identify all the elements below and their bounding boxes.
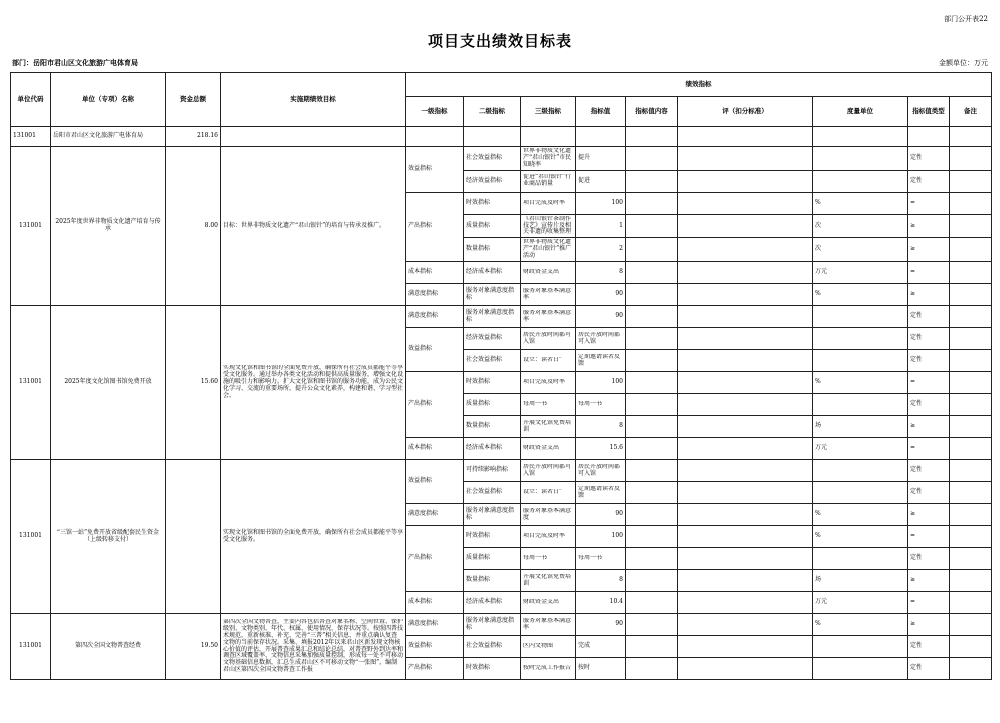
value-type: 定性 xyxy=(908,350,950,372)
level2-indicator: 服务对象满意度指标 xyxy=(464,614,521,636)
indicator-value: 8 xyxy=(576,570,626,592)
level1-indicator: 效益指标 xyxy=(406,328,464,372)
measure-unit xyxy=(813,328,908,350)
level3-indicator: 财政资金支出 xyxy=(523,445,560,452)
value-type: 定性 xyxy=(908,482,950,504)
measure-unit xyxy=(813,394,908,416)
table-row xyxy=(11,614,992,636)
indicator-value: 每周一书 xyxy=(578,555,603,562)
goal-text: 第四次全国文物普查，主要内容包括普查对象名称、空间位置、保护级别、文物类别、年代、权属、使用情况、保存状况等。按照四普技术规范，重新核准、补充、完善“三普”相关信息，并重点确认复查文物的当前保存状况。采集、填报2012年以来君山区新发现文物核心价值的评估，开展普查成果汇总和结论总结，对普查野外到达率和调查区域覆盖率、文物信息采集加强质量控制，形成每一处不可移动文物基础信息数据，汇总生成君山区不可移动文物“一张图”，编制君山区第四次全国文物普查工作报 xyxy=(223,618,403,674)
level3-indicator: 世界非物质文化遗产“君山银针”推广活动 xyxy=(523,239,572,260)
level3-indicator: 开展文化馆免费培训 xyxy=(523,573,572,587)
project-name: 2025年度文化馆图书馆免费开放 xyxy=(51,306,166,460)
total-funds: 8.00 xyxy=(166,147,221,306)
header-level3: 三级指标 xyxy=(521,97,576,127)
value-type: 定性 xyxy=(908,460,950,482)
measure-unit: 万元 xyxy=(813,438,908,460)
indicator-value: 90 xyxy=(576,504,626,526)
value-type: 定性 xyxy=(908,170,950,192)
indicator-value: 每周一书 xyxy=(578,401,603,408)
level3-indicator: 项目完成及时率 xyxy=(523,199,566,206)
header-unit-code: 单位代码 xyxy=(11,73,51,127)
value-type: = xyxy=(908,372,950,394)
level3-indicator: 财政资金支出 xyxy=(523,599,560,606)
value-type: = xyxy=(908,192,950,214)
level1-indicator: 满意度指标 xyxy=(406,614,464,636)
level3-indicator: 《君山银针茶制作技艺》宣传片及相关非遗的收集整理 xyxy=(523,215,572,236)
level3-indicator: 服务对象基本满意度 xyxy=(523,507,572,521)
indicator-value: 8 xyxy=(576,416,626,438)
level1-indicator: 满意度指标 xyxy=(406,284,464,306)
level3-indicator: 财政资金支出 xyxy=(523,269,560,276)
level3-indicator: 世界非物质文化遗产“君山银针”市民知晓率 xyxy=(523,148,572,168)
measure-unit xyxy=(813,350,908,372)
header-project-name: 单位（专项）名称 xyxy=(51,73,166,127)
measure-unit: % xyxy=(813,614,908,636)
amount-unit-label: 金额单位：万元 xyxy=(939,59,988,67)
measure-unit xyxy=(813,147,908,171)
measure-unit: 万元 xyxy=(813,262,908,284)
level2-indicator: 经济效益指标 xyxy=(464,328,521,350)
performance-table xyxy=(10,72,992,680)
value-type: = xyxy=(908,592,950,614)
level1-indicator: 产出指标 xyxy=(406,372,464,438)
total-funds: 15.60 xyxy=(166,306,221,460)
level2-indicator: 社会效益指标 xyxy=(464,350,521,372)
level3-indicator: 每周一书 xyxy=(523,401,548,408)
header-goal: 实施期绩效目标 xyxy=(221,73,406,127)
level2-indicator: 社会效益指标 xyxy=(464,636,521,658)
level2-indicator: 经济成本指标 xyxy=(464,438,521,460)
indicator-value: 10.4 xyxy=(576,592,626,614)
level3-indicator: 促进“君山银针”行业商品销量 xyxy=(523,174,572,188)
indicator-value: 15.6 xyxy=(576,438,626,460)
level2-indicator: 质量指标 xyxy=(464,548,521,570)
header-level1: 一级指标 xyxy=(406,97,464,127)
header-evaluation: 评（扣分标准） xyxy=(678,97,813,127)
project-name: 2025年度世界非物质文化遗产培育与传承 xyxy=(51,147,166,306)
level2-indicator: 数量指标 xyxy=(464,416,521,438)
level2-indicator: 经济成本指标 xyxy=(464,592,521,614)
unit-code: 131001 xyxy=(11,306,51,460)
indicator-value: 100 xyxy=(576,372,626,394)
unit-code: 131001 xyxy=(11,127,51,147)
level3-indicator: 按时完成工作报告 xyxy=(523,665,572,672)
level2-indicator: 数量指标 xyxy=(464,570,521,592)
level3-indicator: 项目完成及时率 xyxy=(523,379,566,386)
measure-unit: % xyxy=(813,192,908,214)
value-type: ≥ xyxy=(908,238,950,262)
indicator-value: 定期邀请读者反馈 xyxy=(578,485,621,499)
indicator-value: 90 xyxy=(576,306,626,328)
value-type: ≥ xyxy=(908,416,950,438)
unit-code: 131001 xyxy=(11,614,51,680)
measure-unit: 次 xyxy=(813,214,908,238)
value-type: 定性 xyxy=(908,306,950,328)
level2-indicator: 服务对象满意度指标 xyxy=(464,306,521,328)
level2-indicator: 服务对象满意度指标 xyxy=(464,504,521,526)
measure-unit: % xyxy=(813,504,908,526)
level3-indicator: 区内文物图 xyxy=(523,643,554,650)
header-performance-indicators: 绩效指标 xyxy=(406,73,992,97)
measure-unit: % xyxy=(813,526,908,548)
value-type: 定性 xyxy=(908,658,950,680)
level3-indicator: 每周一书 xyxy=(523,555,548,562)
value-type: = xyxy=(908,526,950,548)
level2-indicator: 经济效益指标 xyxy=(464,170,521,192)
level1-indicator: 成本指标 xyxy=(406,262,464,284)
level3-indicator: 居民开放时间都可入馆 xyxy=(523,463,572,477)
level2-indicator: 服务对象满意度指标 xyxy=(464,284,521,306)
level2-indicator: 可持续影响指标 xyxy=(464,460,521,482)
goal-text: 实现文化馆和图书馆的全面免费开放，确保所有社会成员都能平等享受文化服务。 xyxy=(221,460,406,614)
level2-indicator: 质量指标 xyxy=(464,214,521,238)
measure-unit: 万元 xyxy=(813,592,908,614)
header-indicator-value: 指标值 xyxy=(576,97,626,127)
header-value-content: 指标值内容 xyxy=(626,97,678,127)
measure-unit xyxy=(813,306,908,328)
level3-indicator: 服务对象基本满意率 xyxy=(523,287,572,301)
department-label: 部门：岳阳市君山区文化旅游广电体育局 xyxy=(12,59,138,67)
level1-indicator: 满意度指标 xyxy=(406,306,464,328)
indicator-value: 提升 xyxy=(576,147,626,171)
indicator-value: 定期邀请读者反馈 xyxy=(578,353,621,367)
indicator-value: 100 xyxy=(576,526,626,548)
header-measure-unit: 度量单位 xyxy=(813,97,908,127)
measure-unit xyxy=(813,482,908,504)
value-type: ≥ xyxy=(908,284,950,306)
header-total-funds: 资金总额 xyxy=(166,73,221,127)
goal-text: 目标：世界非物质文化遗产“君山银针”的培育与传承及推广。 xyxy=(221,147,406,306)
level1-indicator: 效益指标 xyxy=(406,460,464,504)
level3-indicator: 开展文化馆免费培训 xyxy=(523,419,572,433)
header-note: 备注 xyxy=(950,97,992,127)
total-funds: 19.50 xyxy=(166,614,221,680)
level2-indicator: 时效指标 xyxy=(464,526,521,548)
measure-unit: % xyxy=(813,372,908,394)
unit-code: 131001 xyxy=(11,147,51,306)
value-type: = xyxy=(908,262,950,284)
indicator-value: 完成 xyxy=(576,636,626,658)
document-reference: 部门公开表22 xyxy=(944,15,988,23)
indicator-value: 促进 xyxy=(576,170,626,192)
indicator-value: 2 xyxy=(576,238,626,262)
value-type: 定性 xyxy=(908,548,950,570)
level3-indicator: 服务对象基本满意率 xyxy=(523,309,572,323)
table-row xyxy=(11,306,992,328)
measure-unit xyxy=(813,636,908,658)
level2-indicator: 数量指标 xyxy=(464,238,521,262)
value-type: ≥ xyxy=(908,570,950,592)
unit-code: 131001 xyxy=(11,460,51,614)
table-row xyxy=(11,460,992,482)
value-type: 定性 xyxy=(908,394,950,416)
level1-indicator: 成本指标 xyxy=(406,438,464,460)
level3-indicator: 设立：读者日” xyxy=(523,489,563,496)
page-title: 项目支出绩效目标表 xyxy=(427,32,572,50)
level2-indicator: 社会效益指标 xyxy=(464,147,521,171)
measure-unit xyxy=(813,548,908,570)
level1-indicator: 成本指标 xyxy=(406,592,464,614)
header-level2: 二级指标 xyxy=(464,97,521,127)
header-value-type: 指标值类型 xyxy=(908,97,950,127)
level1-indicator: 效益指标 xyxy=(406,147,464,193)
level3-indicator: 服务对象基本满意率 xyxy=(523,617,572,631)
value-type: = xyxy=(908,438,950,460)
indicator-value: 居民开放时间都可入馆 xyxy=(578,463,621,477)
indicator-value: 90 xyxy=(576,284,626,306)
value-type: 定性 xyxy=(908,636,950,658)
indicator-value: 居民开放时间都可入馆 xyxy=(578,331,621,345)
project-name: 第四次全国文物普查经费 xyxy=(51,614,166,680)
level1-indicator: 产出指标 xyxy=(406,192,464,261)
level2-indicator: 时效指标 xyxy=(464,372,521,394)
indicator-value: 1 xyxy=(576,214,626,238)
value-type: ≥ xyxy=(908,214,950,238)
measure-unit xyxy=(813,170,908,192)
indicator-value: 90 xyxy=(576,614,626,636)
level1-indicator: 产出指标 xyxy=(406,658,464,680)
total-funds xyxy=(166,460,221,614)
value-type: 定性 xyxy=(908,147,950,171)
indicator-value: 8 xyxy=(576,262,626,284)
measure-unit xyxy=(813,460,908,482)
table-row xyxy=(11,127,992,147)
goal-text: 实现文化馆和图书馆的全面免费开放，确保所有社会成员都能平等享受文化服务。通过举办各类文化活动和提供高质量服务，增强文化设施的吸引力和影响力。扩大文化馆和图书馆的服务功能，成为公民文化学习、交流的重要场所，提升公众文化素养，构建和谐、学习型社会。 xyxy=(223,365,403,399)
level2-indicator: 时效指标 xyxy=(464,192,521,214)
level2-indicator: 时效指标 xyxy=(464,658,521,680)
level3-indicator: 居民开放时间都可入馆 xyxy=(523,331,572,345)
measure-unit: % xyxy=(813,284,908,306)
measure-unit xyxy=(813,658,908,680)
measure-unit: 场 xyxy=(813,416,908,438)
level1-indicator: 产出指标 xyxy=(406,526,464,592)
measure-unit: 次 xyxy=(813,238,908,262)
project-name: 岳阳市君山区文化旅游广电体育局 xyxy=(51,127,166,147)
value-type: ≥ xyxy=(908,614,950,636)
level2-indicator: 质量指标 xyxy=(464,394,521,416)
level2-indicator: 社会效益指标 xyxy=(464,482,521,504)
value-type: ≥ xyxy=(908,504,950,526)
measure-unit: 场 xyxy=(813,570,908,592)
indicator-value: 按时 xyxy=(576,658,626,680)
level1-indicator: 满意度指标 xyxy=(406,504,464,526)
level1-indicator: 效益指标 xyxy=(406,636,464,658)
value-type: 定性 xyxy=(908,328,950,350)
level3-indicator: 设立：读者日” xyxy=(523,357,563,364)
level2-indicator: 经济成本指标 xyxy=(464,262,521,284)
level3-indicator: 项目完成及时率 xyxy=(523,533,566,540)
indicator-value: 100 xyxy=(576,192,626,214)
project-name: “三馆一站”免费开放省级配套民生资金（上级转移支付） xyxy=(51,460,166,614)
table-row xyxy=(11,147,992,171)
total-funds: 218.16 xyxy=(166,127,221,147)
